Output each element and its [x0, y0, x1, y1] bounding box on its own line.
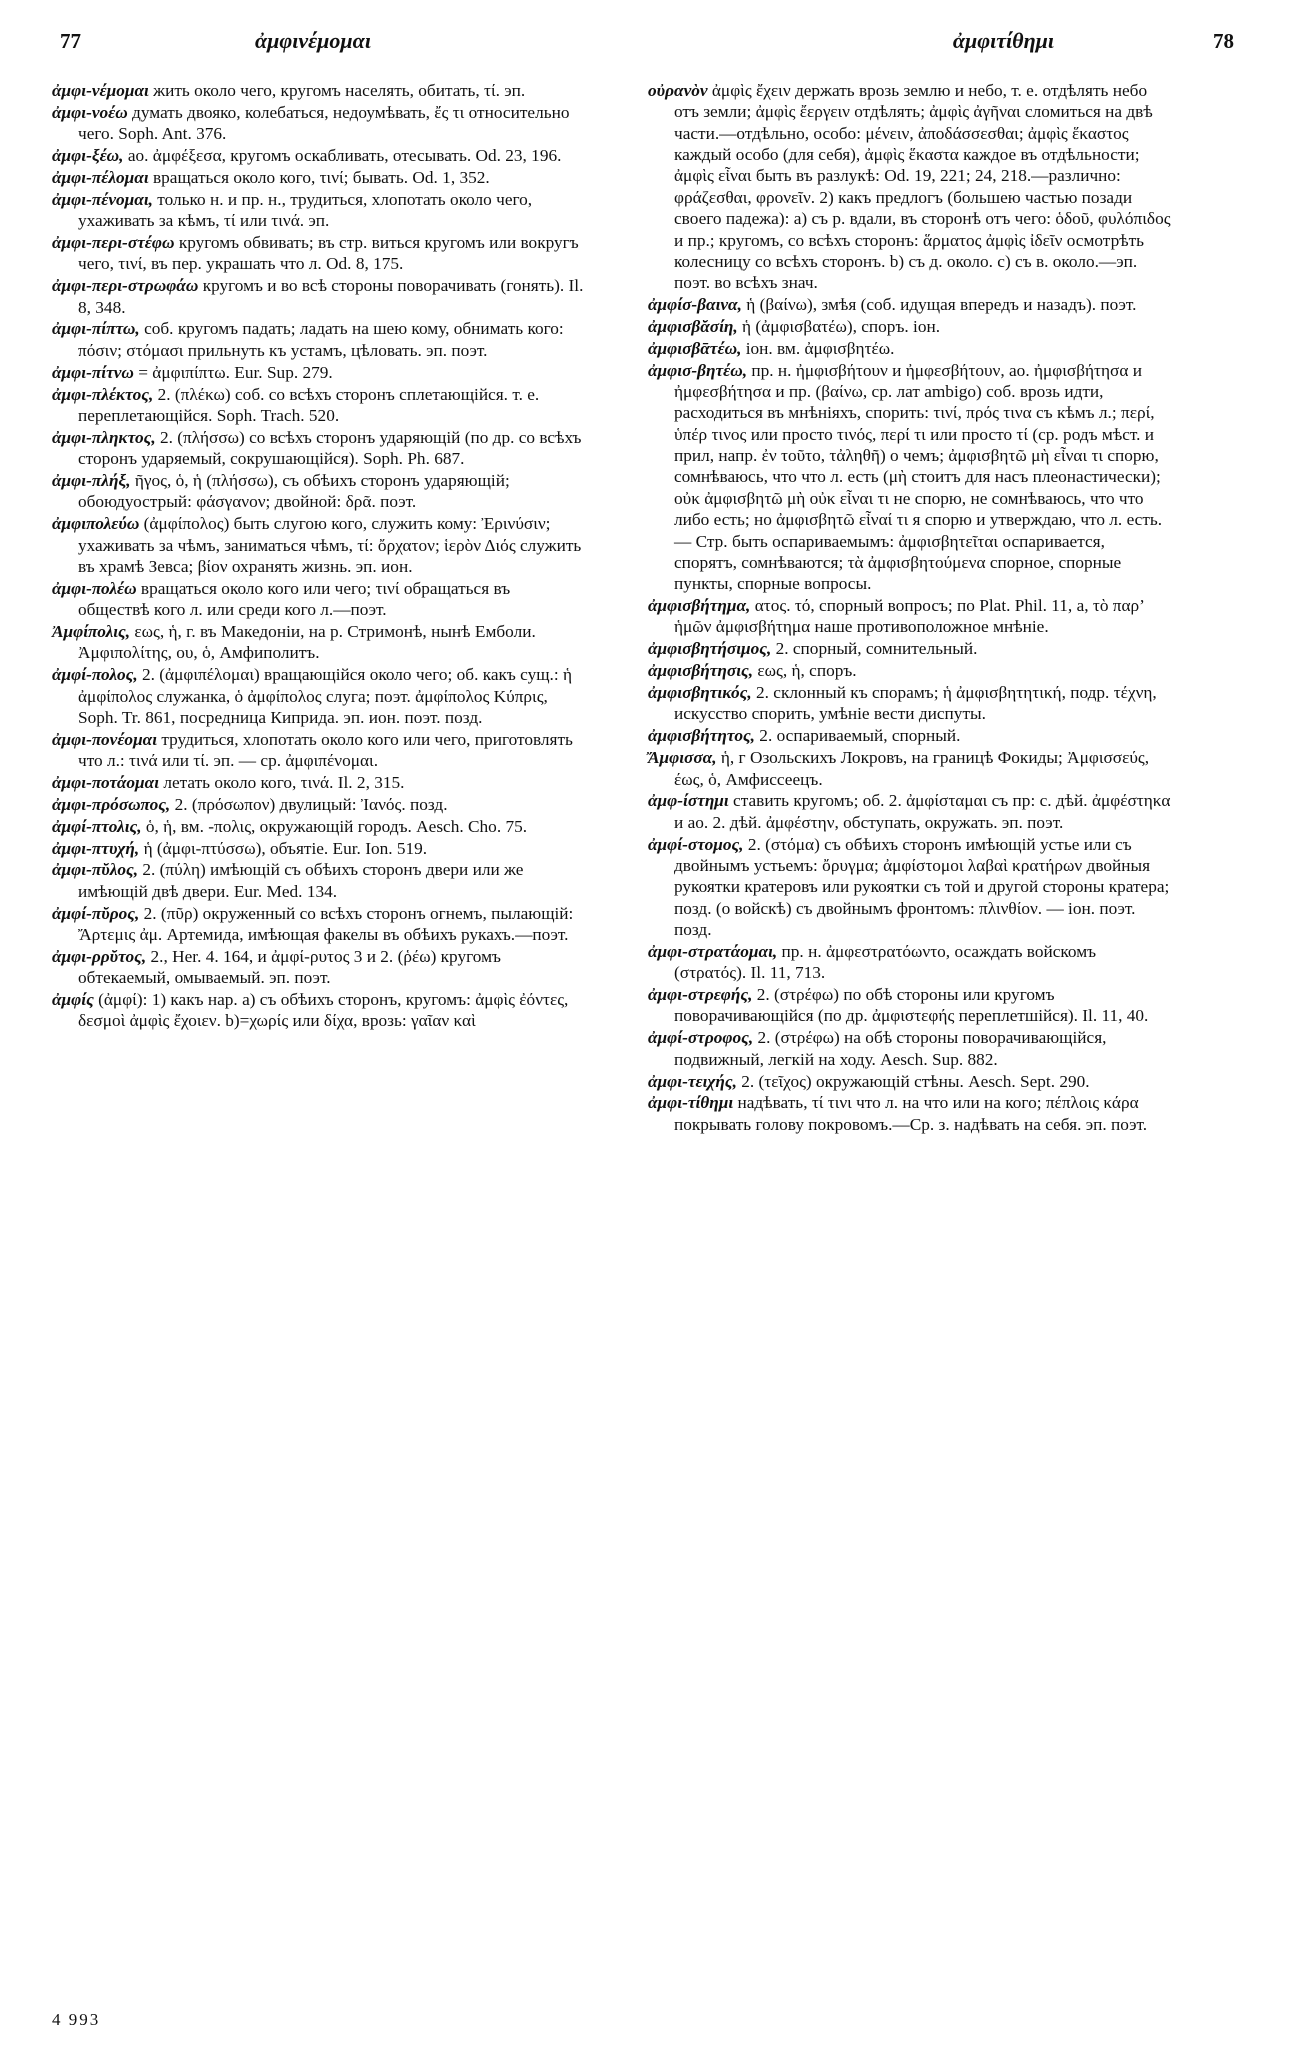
dictionary-entry	[52, 989, 586, 1032]
entry-body: εως, ἡ, г. въ Македоніи, на р. Стримонѣ, нынѣ Емболи. Ἀμφιπολίτης, ου, ὁ, Амфиполитъ.	[78, 621, 536, 663]
entry-body: ставить кругомъ; об. 2. ἀμφίσταμαι съ пр: с. дѣй. ἀμφέστηκα и ао. 2. дѣй. ἀμφέστην, обступать, окружать. эп. поэт.	[674, 791, 1171, 832]
entry-body: 2. (τεῖχος) окружающій стѣны. Aesch. Sept. 290.	[736, 1071, 1090, 1091]
signature-mark: 4 993	[52, 2010, 101, 2029]
entry-body: ἡ (ἀμφι-πτύσσω), объятіе. Eur. Ion. 519.	[139, 838, 428, 858]
dictionary-entry	[648, 1092, 1172, 1135]
entry-body: = ἀμφιπίπτω. Eur. Sup. 279.	[133, 362, 333, 382]
entry-headword: ἀμφι-πῠλος,	[52, 860, 139, 880]
dictionary-entry	[648, 660, 1172, 681]
dictionary-entry	[52, 362, 586, 383]
entry-headword: ἀμφι-στρεφής,	[648, 985, 753, 1005]
entry-body: пр. н. ἀμφεστρατόωντο, осаждать войскомъ (στρατός). Il. 11, 713.	[674, 941, 1097, 983]
dictionary-entry	[648, 984, 1172, 1027]
dictionary-entry	[52, 145, 586, 166]
dictionary-entry	[52, 816, 586, 837]
entry-body: 2. (πλήσσω) со всѣхъ сторонъ ударяющій (по др. со всѣхъ сторонъ ударяемый, сокрушающійся). Soph. Ph. 687.	[78, 427, 582, 469]
entry-body: ao. ἀμφέξεσα, кругомъ оскабливать, отесывать. Od. 23, 196.	[123, 146, 562, 166]
entry-headword: οὐρανὸν	[648, 81, 708, 100]
dictionary-entry	[648, 316, 1172, 337]
entry-headword: ἀμφι-στρατάομαι,	[648, 941, 778, 961]
entry-headword: ἀμφι-πονέομαι	[52, 729, 158, 749]
entry-body: ατος. τό, спорный вопросъ; по Plat. Phil. 11, а, τὸ παρ’ ἡμῶν ἀμφισβήτημα наше противоположное мнѣніе.	[674, 596, 1144, 637]
entry-headword: ἀμφι-πλέκτος,	[52, 384, 154, 404]
entry-body: ὁ, ἡ, вм. -πολις, окружающій городъ. Aesch. Cho. 75.	[141, 816, 528, 836]
folio-right: 78	[1213, 29, 1234, 53]
dictionary-entry	[52, 859, 586, 902]
entry-body: εως, ἡ, споръ.	[753, 661, 857, 681]
entry-body: соб. кругомъ падать; ладать на шею кому, обнимать кого: πόσιν; στόμασι прильнуть къ устамъ, цѣловать. эп. поэт.	[78, 319, 564, 360]
dictionary-entry	[52, 102, 586, 145]
dictionary-entry	[52, 275, 586, 318]
entry-body: 2. (πρόσωπον) двулицый: Ἰανός. позд.	[170, 794, 448, 814]
entry-body: 2. оспариваемый, спорный.	[754, 726, 961, 746]
entry-headword: ἀμφισβήτησις,	[648, 661, 754, 681]
dictionary-entry	[52, 903, 586, 946]
entry-headword: ἀμφισβητικός,	[648, 683, 752, 703]
running-head-right: ἀμφιτίθημι	[952, 28, 1054, 53]
entry-headword: ἀμφι-περι-στέφω	[52, 233, 175, 253]
entry-body: іон. вм. ἀμφισβητέω.	[741, 338, 895, 358]
entry-headword: ἀμφι-πίπτω,	[52, 319, 140, 339]
dictionary-entry	[52, 664, 586, 728]
dictionary-entry	[52, 427, 586, 470]
entry-headword: ἀμφι-νοέω	[52, 102, 128, 122]
entry-body: надѣвать, τί τινι что л. на что или на кого; πέπλοις κάρα покрывать голову покровомъ.—Ср. з. надѣвать на себя. эп. поэт.	[674, 1093, 1148, 1134]
entry-body: 2. (ἀμφιπέλομαι) вращающійся около чего; об. какъ сущ.: ἡ ἀμφίπολος служанка, ὁ ἀμφίπολος слуга; поэт. ἀμφίπολος Κύπρις, Soph. Tr. 861, посредница Киприда. эп. ион. поэт. позд.	[78, 665, 573, 727]
entry-headword: ἀμφι-περι-στρωφάω	[52, 276, 199, 296]
entry-headword: ἀμφι-πληκτος,	[52, 427, 156, 447]
entry-body: жить около чего, кругомъ населять, обитать, τί. эп.	[148, 81, 526, 100]
dictionary-entry	[648, 338, 1172, 359]
dictionary-entry	[52, 794, 586, 815]
dictionary-entry	[52, 621, 586, 664]
entry-headword: ἀμφί-στροφος,	[648, 1028, 754, 1048]
entry-body: (ἀμφί): 1) какъ нар. а) съ обѣихъ сторонъ, кругомъ: ἀμφὶς ἐόντες, δεσμοὶ ἀμφὶς ἔχοιεν. b)=χωρίς или δίχα, врозь: γαῖαν καὶ	[78, 990, 569, 1031]
entry-headword: ἀμφισβᾱτέω,	[648, 338, 742, 358]
entry-headword: ἀμφί-πῠρος,	[52, 903, 140, 923]
entry-body: 2. (πύλη) имѣющій съ обѣихъ сторонъ двери или же имѣющій двѣ двери. Eur. Med. 134.	[78, 860, 524, 901]
dictionary-entry	[648, 941, 1172, 984]
entry-headword: ἀμφι-πλήξ,	[52, 470, 131, 490]
entry-headword: ἀμφι-πέλομαι	[52, 167, 149, 187]
entry-body: ἡ (ἀμφισβατέω), споръ. іон.	[737, 316, 941, 336]
entry-headword: ἀμφισβητήσιμος,	[648, 639, 772, 659]
entry-headword: ἀμφί-πολος,	[52, 665, 138, 685]
entry-body: вращаться около кого, τινί; бывать. Od. 1, 352.	[148, 167, 490, 187]
entry-headword: ἀμφισβᾰσίη,	[648, 316, 738, 336]
entry-headword: ἀμφισ-βητέω,	[648, 360, 748, 380]
entry-headword: ἀμφι-πρόσωπος,	[52, 794, 171, 814]
entry-headword: ἀμφισβήτημα,	[648, 596, 751, 616]
page-header	[52, 28, 1242, 54]
dictionary-entry	[648, 638, 1172, 659]
entry-headword: ἀμφιπολεύω	[52, 514, 140, 534]
dictionary-entry	[648, 1027, 1172, 1070]
entry-body: ἡ, г Озольскихъ Локровъ, на границѣ Фокиды; Ἀμφισσεύς, έως, ὁ, Амфиссеецъ.	[674, 748, 1150, 789]
entry-headword: ἀμφίς	[52, 990, 94, 1010]
column-left	[52, 80, 612, 1940]
dictionary-entry	[52, 318, 586, 361]
dictionary-entry	[648, 360, 1172, 595]
entry-headword: ἀμφί-στομος,	[648, 834, 744, 854]
dictionary-entry	[52, 772, 586, 793]
dictionary-entry	[648, 1071, 1172, 1092]
entry-body: ἡ (βαίνω), змѣя (соб. идущая впередъ и назадъ). поэт.	[741, 295, 1137, 315]
dictionary-entry	[52, 946, 586, 989]
entry-headword: ἀμφ-ίστημι	[648, 791, 729, 811]
dictionary-entry	[52, 167, 586, 188]
entry-headword: ἀμφισβήτητος,	[648, 726, 755, 746]
dictionary-entry	[52, 729, 586, 772]
dictionary-entry	[52, 838, 586, 859]
entry-body: 2. (στρέφω) по обѣ стороны или кругомъ поворачивающійся (по др. ἀμφιστεφής переплетшійся). Il. 11, 40.	[674, 985, 1149, 1026]
entry-headword: ἀμφι-ρρῠτος,	[52, 946, 147, 966]
dictionary-entry	[648, 294, 1172, 315]
dictionary-entry	[648, 80, 1172, 294]
dictionary-entry	[52, 513, 586, 577]
entry-body: только н. и пр. н., трудиться, хлопотать около чего, ухаживать за кѣмъ, τί или τινά. эп.	[78, 189, 533, 231]
folio-left: 77	[60, 29, 81, 53]
dictionary-entry	[648, 595, 1172, 638]
entry-headword: ἀμφι-νέμομαι	[52, 81, 149, 100]
text-columns	[52, 80, 1242, 1940]
entry-body: (ἀμφίπολος) быть слугою кого, служить кому: Ἐρινύσιν; ухаживать за чѣмъ, заниматься чѣмъ, τί: ὄρχατον; ἱερὸν Διός служить въ храмѣ Зевса; βίον охранять жизнь. эп. ион.	[78, 514, 582, 576]
entry-body: ῆγος, ὁ, ἡ (πλήσσω), съ обѣихъ сторонъ ударяющій; обоюдуострый: φάσγανον; двойной: δρᾶ. поэт.	[78, 470, 510, 512]
entry-body: ἀμφὶς ἔχειν держать врозь землю и небо, т. е. отдѣлять небо отъ земли; ἀμφὶς ἔεργειν отдѣлять; ἀμφὶς ἀγῆναι сломиться на двѣ части.—отдѣльно, особо: μένειν, ἀποδάσσεσθαι; ἀμφὶς ἕκαστος каждый особо (для себя), ἀμφὶς ἕκαστα каждое въ отдѣльности; ἀμφὶς εἶναι быть въ разлукѣ: Od. 19, 221; 24, 218.—различно: φράζεσθαι, φρονεῖν. 2) какъ предлогъ (большею частью позади своего падежа): а) съ р. вдали, въ сторонѣ отъ чего: ὁδοῦ, φυλόπιδος и пр.; кругомъ, со всѣхъ сторонъ: ἅρματος ἀμφὶς ἰδεῖν осмотрѣть колесницу со всѣхъ сторонъ. b) съ д. около. с) съ в. около.—эп. поэт. во всѣхъ знач.	[674, 81, 1171, 293]
column-right	[612, 80, 1172, 1940]
running-head-left: ἀμφινέμομαι	[255, 28, 371, 53]
entry-body: кругомъ обвивать; въ стр. виться кругомъ или вокругъ чего, τινί, въ пер. украшать что л. Od. 8, 175.	[78, 233, 579, 274]
entry-headword: ἀμφι-πτυχή,	[52, 838, 140, 858]
dictionary-entry	[52, 80, 586, 101]
entry-headword: ἀμφι-τειχής,	[648, 1071, 737, 1091]
dictionary-entry	[648, 682, 1172, 725]
entry-body: летать около кого, τινά. Il. 2, 315.	[159, 773, 405, 792]
entry-body: пр. н. ἠμφισβήτουν и ἠμφεσβήτουν, ао. ἠμφισβήτησα и ἠμφεσβήτησα и пр. (βαίνω, ср. лат ambigo) соб. врозь идти, расходиться въ мнѣніяхъ, спорить: τινί, πρός τινα съ кѣмъ л.; περί, ὑπέρ τινος или просто τινός, περί τι или просто τί (ср. родъ мѣст. и прил, напр. ἐν τοῦτο, τἀληθῆ) о чемъ; ἀμφισβητῶ μὴ εἶναι τι спорю, сомнѣваюсь, что что л. есть (μὴ стоитъ для насъ плеонастически); οὐκ ἀμφισβητῶ μὴ οὐκ εἶναι τι не спорю, не сомнѣваюсь, что что либо есть; но ἀμφισβητῶ εἶναί τι я спорю и утверждаю, что л. есть. — Стр. быть оспариваемымъ: ἀμφισβητεῖται оспаривается, спорятъ, сомнѣваются; τὰ ἀμφισβητούμενα спорное, спорные пункты, спорные вопросы.	[674, 360, 1163, 594]
entry-body: 2. (στόμα) съ обѣихъ сторонъ имѣющій устье или съ двойнымъ устьемъ: ὄρυγμα; ἀμφίστομοι λαβαὶ κρατήρων двойныя рукоятки кратеровъ или рукоятки съ той и другой стороны кратера; позд. (о войскѣ) съ двойнымъ фронтомъ: πλινθίον. — іон. поэт. позд.	[674, 834, 1170, 940]
dictionary-entry	[52, 470, 586, 513]
entry-headword: ἀμφι-τίθημι	[648, 1093, 734, 1113]
entry-headword: ἀμφίσ-βαινα,	[648, 295, 742, 315]
dictionary-entry	[52, 189, 586, 232]
entry-body: 2. (πλέκω) соб. со всѣхъ сторонъ сплетающійся. т. е. переплетающійся. Soph. Trach. 520.	[78, 384, 540, 425]
dictionary-entry	[648, 790, 1172, 833]
entry-headword: Ἄμφισσα,	[648, 748, 717, 768]
dictionary-entry	[52, 384, 586, 427]
entry-body: 2. (στρέφω) на обѣ стороны поворачивающійся, подвижный, легкій на ходу. Aesch. Sup. 882.	[674, 1028, 1107, 1069]
dictionary-entry	[52, 232, 586, 275]
entry-headword: Ἀμφίπολις,	[52, 621, 131, 641]
entry-body: 2., Her. 4. 164, и ἀμφί-ρυτος 3 и 2. (ῥέω) кругомъ обтекаемый, омываемый. эп. поэт.	[78, 946, 501, 988]
dictionary-entry	[648, 747, 1172, 790]
entry-body: 2. спорный, сомнительный.	[771, 639, 978, 659]
entry-body: 2. склонный къ спорамъ; ἡ ἀμφισβητητική, подр. τέχνη, искусство спорить, умѣніе вести диспуты.	[674, 683, 1157, 724]
entry-body: трудиться, хлопотать около кого или чего, приготовлять что л.: τινά или τί. эп. — ср. ἀμφιπένομαι.	[78, 729, 573, 771]
entry-body: думать двояко, колебаться, недоумѣвать, ἔς τι относительно чего. Soph. Ant. 376.	[78, 102, 570, 144]
entry-body: вращаться около кого или чего; τινί обращаться въ обществѣ кого л. или среди кого л.—поэт.	[78, 578, 511, 620]
dictionary-entry	[648, 834, 1172, 941]
entry-body: кругомъ и во всѣ стороны поворачивать (гонять). Il. 8, 348.	[78, 276, 584, 317]
dictionary-entry	[648, 725, 1172, 746]
entry-headword: ἀμφί-πτολις,	[52, 816, 142, 836]
entry-headword: ἀμφι-πένομαι,	[52, 189, 153, 209]
entry-headword: ἀμφι-ξέω,	[52, 146, 124, 166]
entry-headword: ἀμφι-πολέω	[52, 578, 137, 598]
entry-headword: ἀμφι-ποτάομαι	[52, 773, 160, 792]
entry-body: 2. (πῦρ) окруженный со всѣхъ сторонъ огнемъ, пылающій: Ἄρτεμις ἀμ. Артемида, имѣющая факелы въ обѣихъ рукахъ.—поэт.	[78, 903, 574, 945]
entry-headword: ἀμφι-πίτνω	[52, 362, 134, 382]
dictionary-entry	[52, 578, 586, 621]
